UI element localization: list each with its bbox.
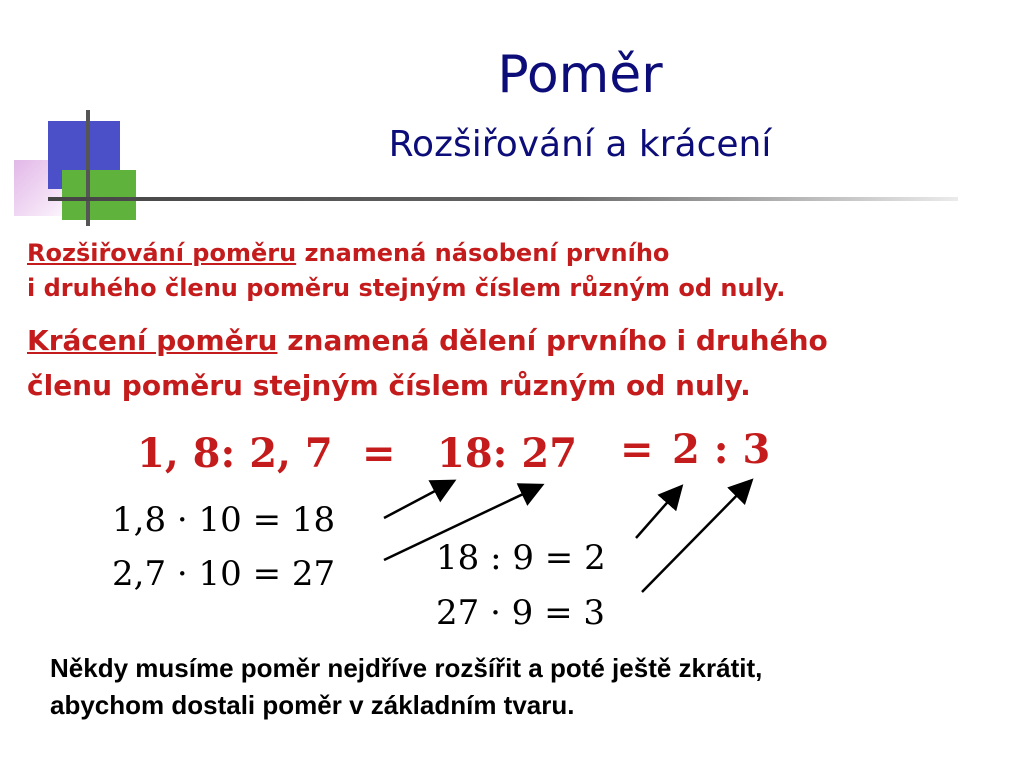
definition-reducing-text-1: znamená dělení prvního i druhého: [277, 324, 828, 357]
definition-expanding-term: Rozšiřování poměru: [27, 239, 297, 267]
definition-expanding-text-1: znamená násobení prvního: [296, 239, 670, 267]
equals-sign-2: =: [620, 426, 654, 473]
definition-reducing-text-2: členu poměru stejným číslem různým od nuly.: [27, 369, 751, 402]
arrow-2: [384, 486, 540, 560]
calc-line-3: 18 : 9 = 2: [436, 538, 606, 578]
calc-line-1: 1,8 · 10 = 18: [112, 500, 336, 540]
calc-line-2: 2,7 · 10 = 27: [112, 554, 336, 594]
note-line-2: abychom dostali poměr v základním tvaru.: [50, 690, 575, 720]
equals-sign-1: =: [362, 430, 396, 477]
ratio-expanded: 18: 27: [437, 430, 578, 477]
ratio-decimal: 1, 8: 2, 7: [137, 430, 333, 477]
note-line-1: Někdy musíme poměr nejdříve rozšířit a poté ještě zkrátit,: [50, 653, 763, 683]
arrow-4: [642, 482, 750, 592]
definition-reducing-term: Krácení poměru: [27, 324, 278, 357]
slide-subtitle: Rozšiřování a krácení: [388, 124, 772, 165]
slide-title: Poměr: [497, 45, 663, 105]
ratio-reduced: 2 : 3: [672, 426, 771, 473]
arrow-3: [636, 488, 680, 538]
note-text: [50, 650, 1010, 724]
definition-expanding-text-2: i druhého členu poměru stejným číslem různým od nuly.: [27, 274, 786, 302]
arrow-1: [384, 482, 452, 518]
calc-line-4: 27 · 9 = 3: [436, 593, 606, 633]
